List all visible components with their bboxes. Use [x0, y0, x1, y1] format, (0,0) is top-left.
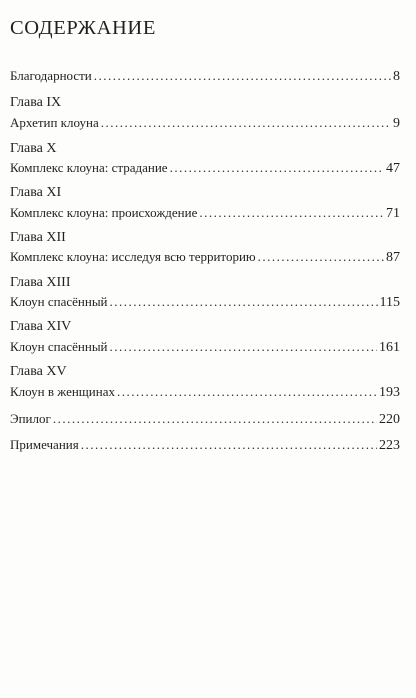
leader-dots: [81, 437, 377, 453]
toc-entry-chapter-11: [10, 205, 400, 222]
leader-dots: [110, 339, 377, 355]
toc-entry-page: 87: [386, 250, 400, 265]
toc-entry-title: Архетип клоуна: [10, 115, 99, 130]
toc-entry-chapter-15: [10, 384, 400, 401]
chapter-label: Глава XIV: [10, 319, 72, 334]
chapter-label: Глава XV: [10, 364, 67, 379]
toc-entry-page: 9: [393, 116, 400, 131]
toc-entry-chapter-12: [10, 249, 400, 266]
toc-entry-epilogue: [10, 411, 400, 428]
toc-entry-chapter-9: [10, 115, 400, 132]
toc-entry-chapter-14: [10, 339, 400, 356]
toc-entry-page: 223: [379, 438, 400, 453]
leader-dots: [258, 249, 384, 265]
toc-entry-title: Комплекс клоуна: исследуя всю территорию: [10, 249, 256, 264]
leader-dots: [101, 115, 391, 131]
toc-entry-page: 193: [379, 385, 400, 400]
toc-entry-title: Комплекс клоуна: страдание: [10, 160, 168, 175]
leader-dots: [170, 160, 384, 176]
leader-dots: [117, 384, 377, 400]
page-title: СОДЕРЖАНИЕ: [10, 17, 156, 39]
chapter-label: Глава XII: [10, 230, 66, 245]
toc-entry-page: 161: [379, 340, 400, 355]
toc-entry-page: 220: [379, 412, 400, 427]
toc-entry-title: Благодарности: [10, 68, 92, 83]
toc-entry-page: 47: [386, 161, 400, 176]
toc-entry-title: Эпилог: [10, 411, 51, 426]
toc-entry-title: Клоун в женщинах: [10, 384, 115, 399]
toc-entry-notes: [10, 437, 400, 454]
toc-entry-title: Клоун спасённый: [10, 294, 108, 309]
leader-dots: [110, 294, 378, 310]
leader-dots: [94, 68, 391, 84]
leader-dots: [53, 411, 377, 427]
chapter-label: Глава XI: [10, 185, 62, 200]
toc-entry-page: 8: [393, 69, 400, 84]
toc-entry-page: 71: [386, 206, 400, 221]
toc-entry-acknowledgements: [10, 68, 400, 85]
chapter-label: Глава XIII: [10, 275, 71, 290]
toc-entry-title: Клоун спасённый: [10, 339, 108, 354]
chapter-label: Глава IX: [10, 95, 62, 110]
chapter-label: Глава X: [10, 141, 57, 156]
toc-entry-page: 115: [379, 295, 400, 310]
toc-entry-title: Комплекс клоуна: происхождение: [10, 205, 198, 220]
toc-entry-chapter-13: [10, 294, 400, 311]
toc-entry-chapter-10: [10, 160, 400, 177]
leader-dots: [199, 205, 384, 221]
toc-entry-title: Примечания: [10, 437, 79, 452]
